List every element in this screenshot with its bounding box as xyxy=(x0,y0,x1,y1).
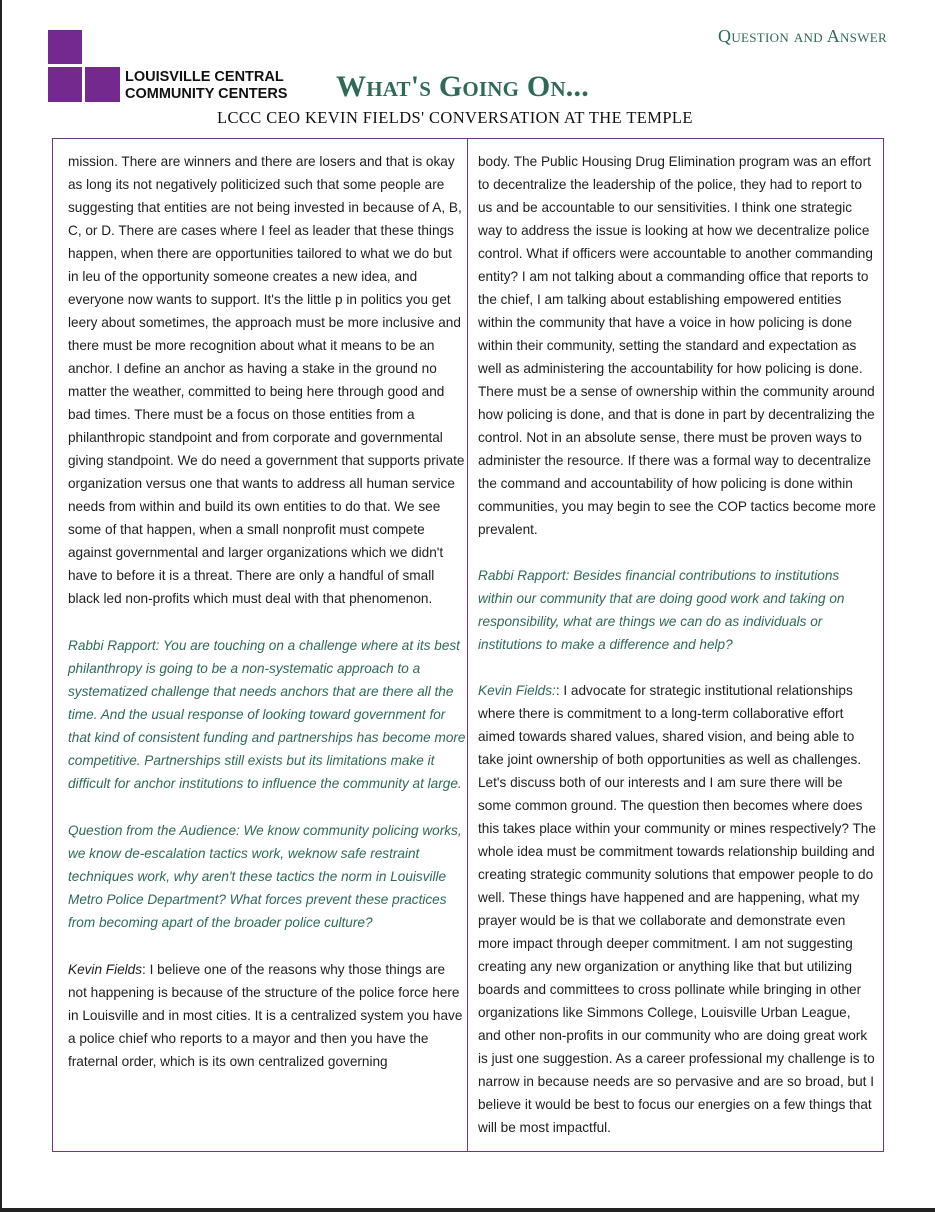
page-edge-bottom xyxy=(0,1208,935,1212)
question-rabbi-rapport: Rabbi Rapport: Besides financial contributions to institutions within our community that are doing good work and taking on responsibility, what are things we can do as individuals or institutions to make a difference and help? xyxy=(478,568,845,652)
lccc-logo xyxy=(48,30,120,102)
question-audience: Question from the Audience: We know community policing works, we know de-escalation tactics work, weknow safe restraint techniques work, why aren't these tactics the norm in Louisville Metro Police Department? What forces prevent these practices from becoming apart of the broader police culture? xyxy=(68,823,462,930)
answer-kevin-fields xyxy=(478,679,876,1139)
logo-square xyxy=(48,67,82,102)
org-name: LOUISVILLE CENTRAL COMMUNITY CENTERS xyxy=(125,69,288,102)
page-edge xyxy=(0,0,2,1212)
body-paragraph: mission. There are winners and there are losers and that is okay as long its not negatively politicized such that some people are suggesting that entities are not being invested in because of A, B, C, or D. There are cases where I feel as leader that these things happen, when there are opportunities tailored to what we do but in leu of the opportunity someone creates a new idea, and everyone now wants to support. It's the little p in politics you get leery about sometimes, the approach must be more inclusive and there must be more recognition about what it means to be an anchor. I define an anchor as having a stake in the ground no matter the weather, committed to being here through good and bad times. There must be a focus on those entities from a philanthropic standpoint and from corporate and governmental giving standpoint. We do need a government that supports private organization versus one that wants to address all human service needs from within and build its own entities to do that. We see some of that happen, when a small nonprofit must compete against governmental and larger organizations which we didn't have to before it is a threat. There are only a handful of small black led non-profits which must deal with that phenomenon. xyxy=(68,154,465,606)
logo-square xyxy=(48,30,82,64)
logo-square xyxy=(85,67,120,102)
answer-text: : I advocate for strategic institutional relationships where there is commitment to a long-term collaborative effort aimed towards shared values, shared vision, and being able to take joint ownership of both opportunities as well as challenges. Let's discuss both of our interests and I am sure there will be some common ground. The question then becomes where does this takes place within your community or mines respectively? The whole idea must be commitment towards relationship building and creating strategic community solutions that empower people to do well. These things have happened and are happening, what my prayer would be is that we collaborate and demonstrate even more impact through deeper commitment. I am not suggesting creating any new organization or anything like that but utilizing boards and committees to cross pollinate while bringing in other organizations like Simmons College, Louisville Urban League, and other non-profits in our community who are doing great work is just one suggestion. As a career professional my challenge is to narrow in because needs are so pervasive and are so broad, but I believe it would be best to focus our energies on a few things that will be most impactful. xyxy=(478,683,876,1135)
right-column xyxy=(478,150,876,1139)
column-divider xyxy=(467,138,468,1152)
question-rabbi-rapport: Rabbi Rapport: You are touching on a challenge where at its best philanthropy is going to be a non-systematic approach to a systematized challenge that needs anchors that are there all the time. And the usual response of looking toward government for that kind of consistent funding and partnerships has become more competitive. Partnerships still exists but its limitations make it difficult for anchor institutions to influence the community at large. xyxy=(68,638,466,791)
page-title: What's Going On... xyxy=(336,70,589,103)
page-subtitle: LCCC CEO KEVIN FIELDS' CONVERSATION AT THE TEMPLE xyxy=(217,108,693,127)
left-column xyxy=(68,150,466,1073)
answer-text: : I believe one of the reasons why those things are not happening is because of the structure of the police force here in Louisville and in most cities. It is a centralized system you have a police chief who reports to a mayor and then you have the fraternal order, which is its own centralized governing xyxy=(68,962,463,1069)
speaker-name: Kevin Fields xyxy=(68,962,143,977)
section-label: Question and Answer xyxy=(718,26,887,46)
body-paragraph: body. The Public Housing Drug Elimination program was an effort to decentralize the leadership of the police, they had to report to us and be accountable to our sensitivities. I think one strategic way to address the issue is looking at how we decentralize police control. What if officers were accountable to another commanding entity? I am not talking about a commanding office that reports to the chief, I am talking about establishing empowered entities within the community that have a voice in how policing is done within their community, setting the standard and expectation as well as administering the accountability for how policing is done. There must be a sense of ownership within the community around how policing is done, and that is done in part by decentralizing the control. Not in an absolute sense, there must be proven ways to administer the resource. If there was a formal way to decentralize the command and accountability of how policing is done within communities, you may begin to see the COP tactics become more prevalent. xyxy=(478,154,876,537)
answer-kevin-fields xyxy=(68,958,466,1073)
speaker-name: Kevin Fields: xyxy=(478,683,556,698)
